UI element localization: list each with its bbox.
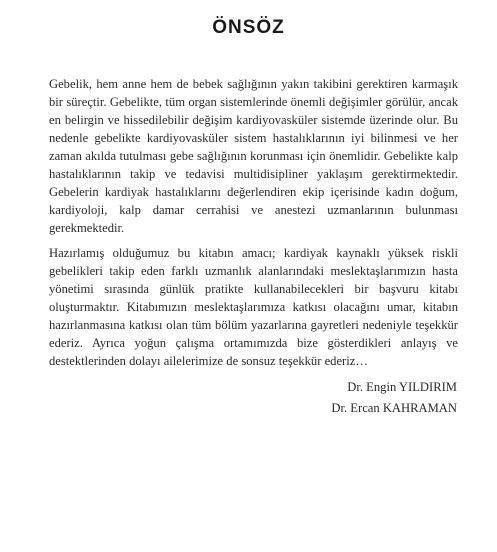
page-title: ÖNSÖZ	[212, 17, 285, 38]
signature-2: Dr. Ercan KAHRAMAN	[331, 401, 457, 415]
signature-block	[331, 377, 457, 419]
paragraph-1: Gebelik, hem anne hem de bebek sağlığının yakın takibini gerektiren karmaşık bir süreçtir. Gebelikte, tüm organ sistemlerinde önemli değişimler görülür, ancak en belirgin ve hissedilebilir değişim kardiyovasküler sistemde üzerinde olur. Bu nedenle gebelikte kardiyovasküler sistem hastalıklarının iyi bilinmesi ve her zaman akılda tutulması gebe sağlığının korunması için önemlidir. Gebelikte kalp hastalıklarının takip ve tedavisi multidisipliner yaklaşım gerektirmektedir. Gebelerin kardiyak hastalıklarını değerlendiren ekip içerisinde kadın doğum, kardiyoloji, kalp damar cerrahisi ve anestezi uzmanlarının bulunması gerekmektedir.	[49, 77, 458, 235]
paragraph-2: Hazırlamış olduğumuz bu kitabın amacı; kardiyak kaynaklı yüksek riskli gebelikleri takip eden farklı uzmanlık alanlarındaki meslektaşlarımızın hasta yönetimi sırasında günlük pratikte kullanabilecekleri bir başvuru kitabı oluşturmaktır. Kitabımızın meslektaşlarımıza katkısı olacağını umar, kitabın hazırlanmasına katkısı olan tüm bölüm yazarlarına gayretleri nedeniyle teşekkür ederiz. Ayrıca yoğun çalışma ortamımızda bize gösterdikleri anlayış ve destektlerinden dolayı ailelerimize de sonsuz teşekkür ederiz…	[49, 246, 458, 368]
signature-1: Dr. Engin YILDIRIM	[347, 380, 457, 394]
preface-body	[49, 75, 458, 377]
